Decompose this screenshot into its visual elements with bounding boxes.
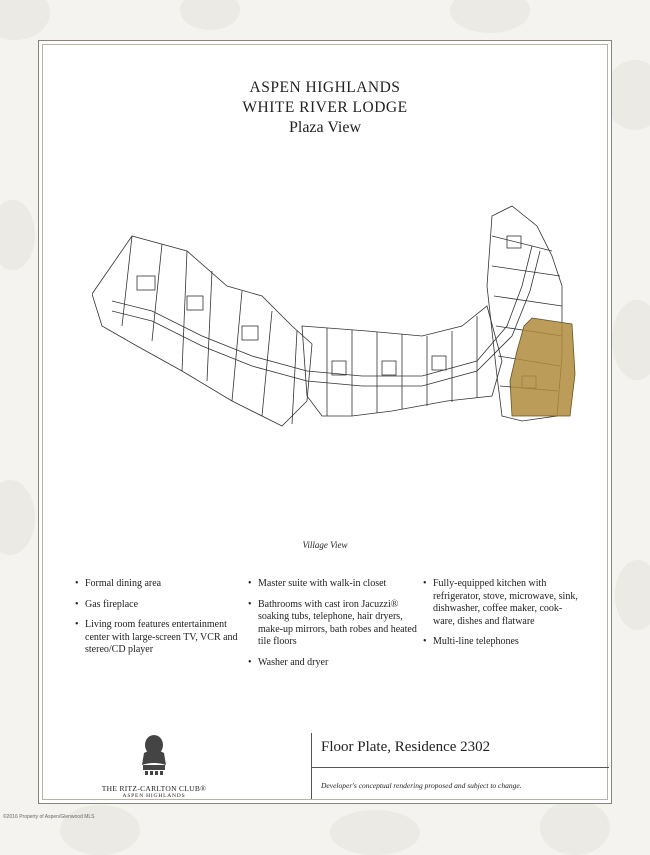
- page-title: [39, 78, 611, 138]
- footer-divider-horizontal: [311, 767, 609, 768]
- footer-divider-vertical: [311, 733, 312, 799]
- background-leaf: [180, 0, 240, 30]
- background-leaf: [615, 560, 650, 630]
- disclaimer: Developer's conceptual rendering proposed and subject to change.: [321, 781, 522, 790]
- feature-item: • Living room features entertainment center with large-screen TV, VCR and stereo/CD player: [75, 619, 240, 657]
- view-label: Village View: [302, 540, 348, 550]
- logo-subtitle: ASPEN HIGHLANDS: [122, 793, 186, 799]
- background-leaf: [540, 800, 610, 855]
- building-outline-west: [92, 236, 312, 426]
- feature-item: • Bathrooms with cast iron Jacuzzi® soaking tubs, telephone, hair dryers, make-up mirrors, bath robes and heated tile floors: [248, 599, 418, 649]
- background-leaf: [450, 0, 530, 33]
- background-leaf: [330, 810, 420, 855]
- feature-item: • Multi-line telephones: [423, 636, 583, 649]
- title-line-3: Plaza View: [288, 119, 362, 136]
- ritz-carlton-logo: [99, 731, 209, 799]
- title-line-1: ASPEN HIGHLANDS: [249, 79, 401, 96]
- copyright-notice: ©2016 Property of Aspen/Glenwood MLS: [3, 814, 95, 820]
- corridor-line: [112, 246, 532, 376]
- feature-item: • Formal dining area: [75, 578, 240, 591]
- logo-name: THE RITZ-CARLTON CLUB®: [101, 784, 207, 793]
- feature-item: • Fully-equipped kitchen with refrigerator, stove, microwave, sink, dishwasher, coffee maker, cook-ware, dishes and flatware: [423, 578, 583, 628]
- feature-item: • Master suite with walk-in closet: [248, 578, 418, 591]
- floor-plan-drawing: [92, 176, 582, 431]
- background-leaf: [0, 480, 35, 555]
- corridor-line: [112, 251, 540, 386]
- features-column-2: [248, 578, 418, 677]
- residence-2302-highlight: [510, 318, 575, 416]
- background-leaf: [0, 0, 50, 40]
- feature-item: • Gas fireplace: [75, 599, 240, 612]
- page-frame: [38, 40, 612, 804]
- feature-item: • Washer and dryer: [248, 657, 418, 670]
- lion-crest-icon: [134, 731, 174, 777]
- floor-plate-title: Floor Plate, Residence 2302: [321, 739, 491, 755]
- background-leaf: [60, 805, 140, 855]
- background-leaf: [612, 300, 650, 380]
- background-leaf: [0, 200, 35, 270]
- features-column-3: [423, 578, 583, 657]
- features-column-1: [75, 578, 240, 665]
- title-line-2: WHITE RIVER LODGE: [242, 99, 408, 116]
